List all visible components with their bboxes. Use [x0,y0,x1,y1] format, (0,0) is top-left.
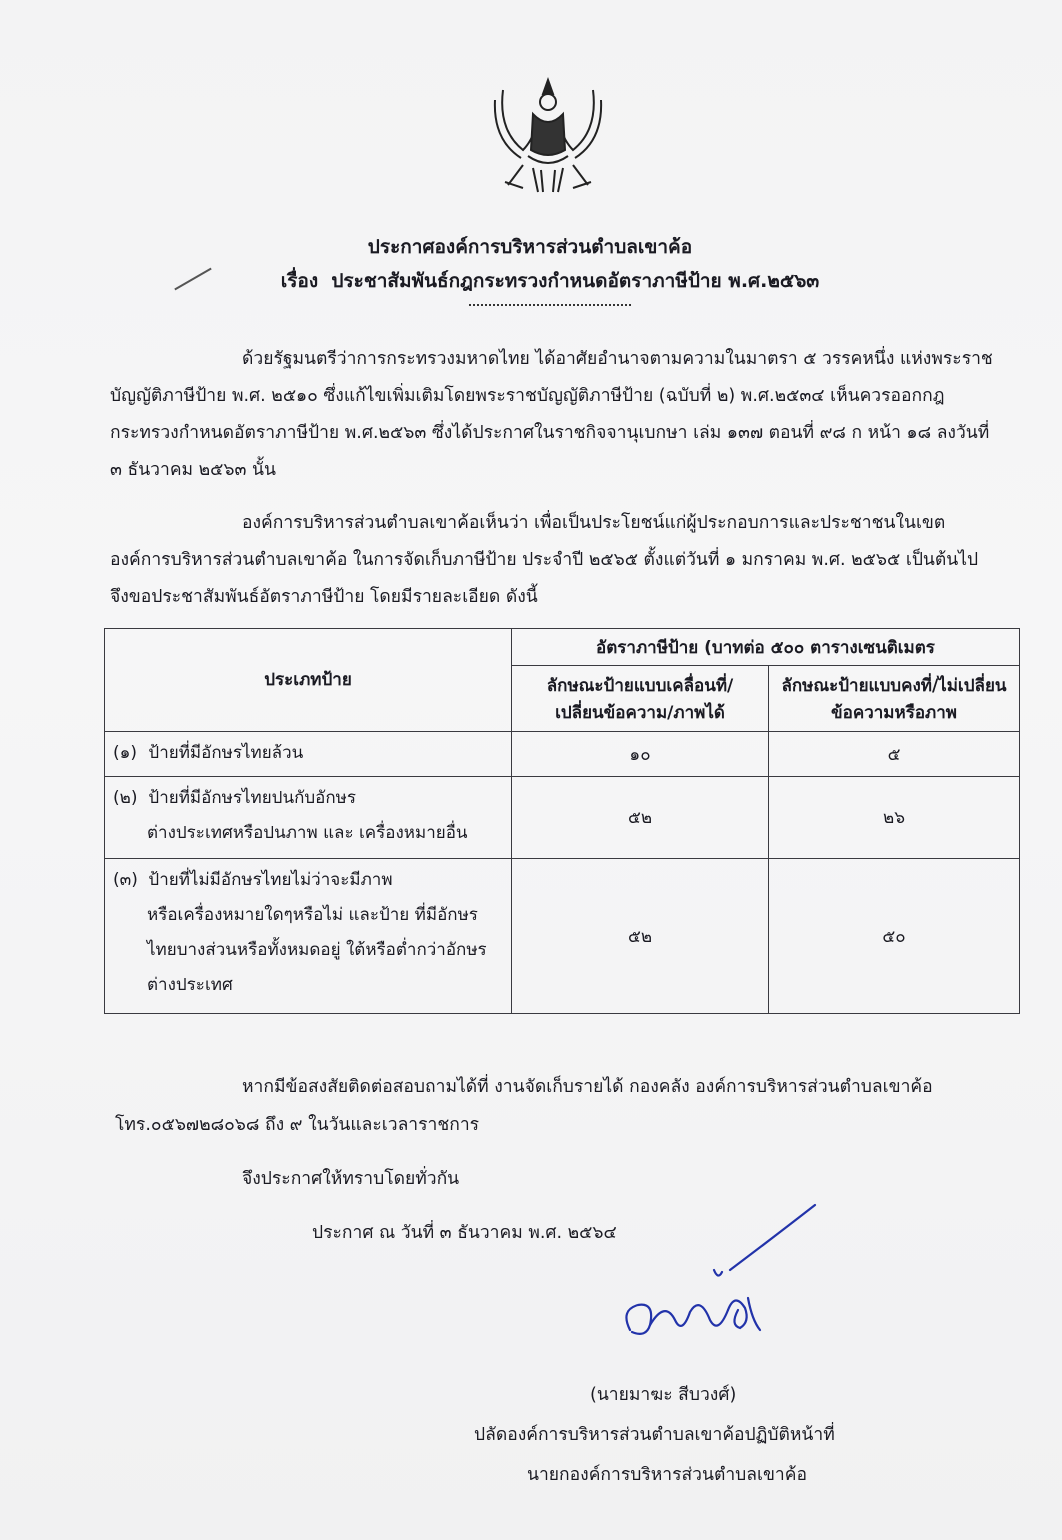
announcement-subject [90,266,1010,296]
contact-line-2: โทร.๐๕๖๗๒๘๐๖๘ ถึง ๙ ในวันและเวลาราชการ [115,1115,480,1135]
table-row [105,777,1020,859]
rate-fixed: ๒๖ [769,777,1020,859]
header-fixed: ลักษณะป้ายแบบคงที่/ไม่เปลี่ยน ข้อความหรือภาพ [769,666,1020,731]
rate-moving: ๕๒ [512,859,769,1014]
announce-date: ประกาศ ณ วันที่ ๓ ธันวาคม พ.ศ. ๒๕๖๔ [312,1223,617,1243]
rate-moving: ๕๒ [512,777,769,859]
paragraph-1 [110,341,1000,489]
sign-type-cell [105,859,512,1014]
garuda-emblem-icon [483,70,613,200]
rate-fixed: ๕ [769,731,1020,777]
sign-type-text: ป้ายที่มีอักษรไทยปนกับอักษร [148,788,357,809]
tax-rate-table [104,628,1020,1014]
announcement-title: ประกาศองค์การบริหารส่วนตำบลเขาค้อ [367,236,693,258]
sign-type-text-cont: หรือเครื่องหมายใดๆหรือไม่ และป้าย ที่มีอักษรไทยบางส่วนหรือทั้งหมดอยู่ ใต้หรือต่ำกว่าอักษรต่างประเทศ [147,905,487,996]
sign-type-cell [105,731,512,777]
rate-moving: ๑๐ [512,731,769,777]
signer-position-1: ปลัดองค์การบริหารส่วนตำบลเขาค้อปฏิบัติหน้าที่ [474,1425,835,1445]
paragraph-2 [110,505,1000,616]
dotted-divider [469,304,631,306]
subject-label: เรื่อง [280,270,319,292]
paragraph-1-text: ด้วยรัฐมนตรีว่าการกระทรวงมหาดไทย ได้อาศัยอำนาจตามความในมาตรา ๕ วรรคหนึ่ง แห่งพระราชบัญญัติภาษีป้าย พ.ศ. ๒๕๑๐ ซึ่งแก้ไขเพิ่มเติมโดยพระราชบัญญัติภาษีป้าย (ฉบับที่ ๒) พ.ศ.๒๕๓๔ เห็นควรออกกฎกระทรวงกำหนดอัตราภาษีป้าย พ.ศ.๒๕๖๓ ซึ่งได้ประกาศในราชกิจจานุเบกษา เล่ม ๑๓๗ ตอนที่ ๙๘ ก หน้า ๑๘ ลงวันที่ ๓ ธันวาคม ๒๕๖๓ นั้น [110,349,993,480]
rate-fixed: ๕๐ [769,859,1020,1014]
header-rate: อัตราภาษีป้าย (บาทต่อ ๕๐๐ ตารางเซนติเมตร [512,629,1020,666]
table-row [105,731,1020,777]
signer-position-2: นายกองค์การบริหารส่วนตำบลเขาค้อ [527,1465,807,1485]
announce-line: จึงประกาศให้ทราบโดยทั่วกัน [242,1169,460,1189]
subject-text: ประชาสัมพันธ์กฎกระทรวงกำหนดอัตราภาษีป้าย พ.ศ.๒๕๖๓ [331,270,820,292]
contact-line-1: หากมีข้อสงสัยติดต่อสอบถามได้ที่ งานจัดเก็บรายได้ กองคลัง องค์การบริหารส่วนตำบลเขาค้อ [242,1077,933,1097]
header-sign-type: ประเภทป้าย [105,629,512,732]
row-number: (๒) [113,788,138,809]
sign-type-text: ป้ายที่มีอักษรไทยล้วน [148,742,304,763]
header-moving: ลักษณะป้ายแบบเคลื่อนที่/ เปลี่ยนข้อความ/ภาพได้ [512,666,769,731]
sign-type-text-cont: ต่างประเทศหรือปนภาพ และ เครื่องหมายอื่น [147,823,468,844]
paragraph-2-text: องค์การบริหารส่วนตำบลเขาค้อเห็นว่า เพื่อเป็นประโยชน์แก่ผู้ประกอบการและประชาชนในเขต องค์การบริหารส่วนตำบลเขาค้อ ในการจัดเก็บภาษีป้าย ประจำปี ๒๕๖๕ ตั้งแต่วันที่ ๑ มกราคม พ.ศ. ๒๕๖๕ เป็นต้นไป จึงขอประชาสัมพันธ์อัตราภาษีป้าย โดยมีรายละเอียด ดังนี้ [110,513,979,607]
sign-type-cell [105,777,512,859]
sign-type-text: ป้ายที่ไม่มีอักษรไทยไม่ว่าจะมีภาพ [148,870,393,891]
row-number: (๑) [113,742,138,763]
signature-image [610,1200,830,1350]
table-row [105,859,1020,1014]
row-number: (๓) [113,870,138,891]
signer-name: (นายมาฆะ สีบวงศ์) [590,1385,737,1405]
